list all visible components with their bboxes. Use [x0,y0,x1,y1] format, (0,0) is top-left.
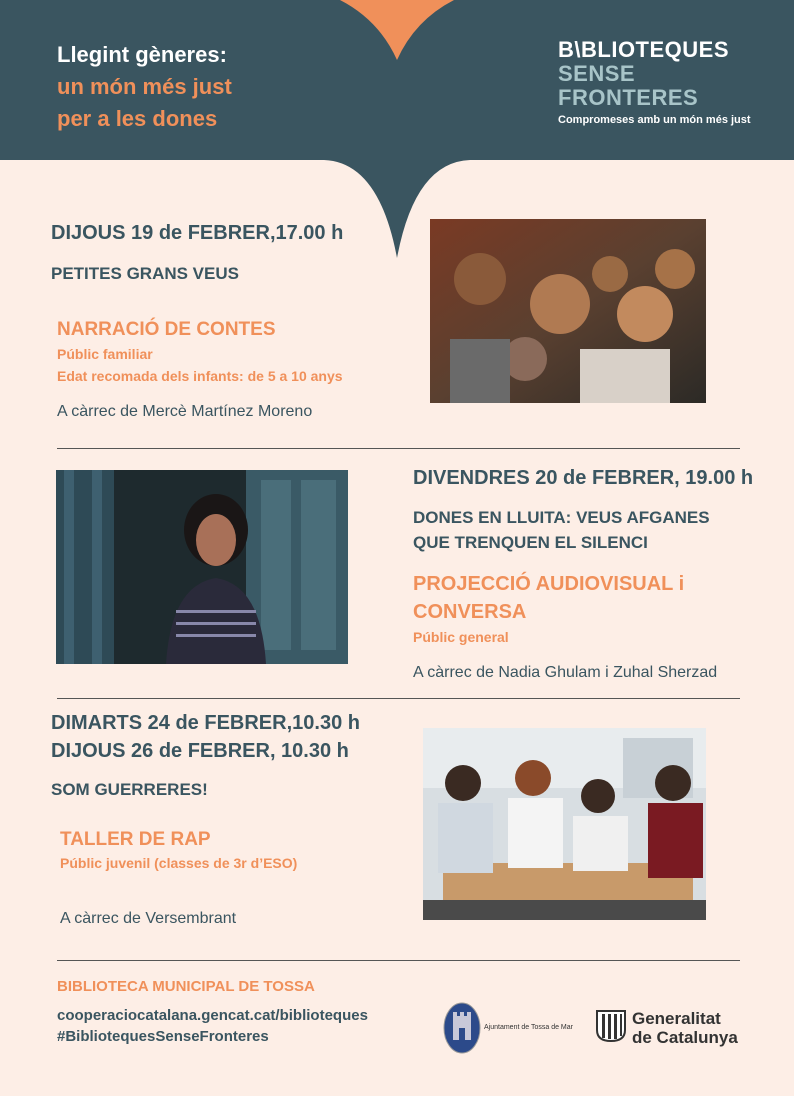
generalitat-line2: de Catalunya [632,1028,738,1047]
event2-audience-line1: Públic general [413,629,509,645]
event2-activity-line2: CONVERSA [413,601,527,623]
event2-subtitle-line1: DONES EN LLUITA: VEUS AFGANES [413,508,710,527]
logo-line2: SENSE [558,61,636,86]
event2-activity-line1: PROJECCIÓ AUDIOVISUAL i [413,573,685,595]
generalitat-emblem-icon [596,1010,626,1042]
footer-hashtag: #BibliotequesSenseFronteres [57,1028,269,1045]
footer-link[interactable]: cooperaciocatalana.gencat.cat/biblioteques [57,1007,368,1024]
students-at-table-photo [423,728,706,920]
tossa-coat-of-arms-icon [443,1002,481,1054]
footer-organization: BIBLIOTECA MUNICIPAL DE TOSSA [57,978,315,995]
event2-byline: A càrrec de Nadia Ghulam i Zuhal Sherzad [413,664,718,681]
divider-1 [57,448,740,449]
logo-line1: B\BLIOTEQUES [558,37,730,62]
bsf-logo [558,38,758,126]
logo-tagline: Compromeses amb un món més just [558,114,751,126]
header-title-line1: Llegint gèneres: [57,42,227,67]
generalitat-line1: Generalitat [632,1009,721,1028]
event1-audience-line2: Edat recomada dels infants: de 5 a 10 anys [57,368,343,384]
event2-date: DIVENDRES 20 de FEBRER, 19.00 h [413,467,754,489]
event2-subtitle-line2: QUE TRENQUEN EL SILENCI [413,533,648,552]
event3-activity: TALLER DE RAP [60,829,211,850]
event1-audience-line1: Públic familiar [57,346,153,362]
event3-subtitle: SOM GUERRERES! [51,780,208,799]
woman-in-doorway-photo [56,470,348,664]
event3-date-line2: DIJOUS 26 de FEBRER, 10.30 h [51,740,349,762]
header-title-line3: per a les dones [57,106,218,131]
generalitat-logo-text [632,1009,738,1047]
divider-3 [57,960,740,961]
event1-activity: NARRACIÓ DE CONTES [57,319,276,340]
children-smiling-photo [430,219,706,403]
event3-date-line1: DIMARTS 24 de FEBRER,10.30 h [51,712,360,734]
event1-subtitle: PETITES GRANS VEUS [51,264,239,283]
ajuntament-label: Ajuntament de Tossa de Mar [484,1024,573,1031]
event3-audience-line1: Públic juvenil (classes de 3r d’ESO) [60,855,298,871]
header-title-line2: un món més just [57,74,232,99]
event3-byline: A càrrec de Versembrant [60,910,237,927]
divider-2 [57,698,740,699]
event1-byline: A càrrec de Mercè Martínez Moreno [57,403,313,420]
logo-line3: FRONTERES [558,85,699,110]
event1-date: DIJOUS 19 de FEBRER,17.00 h [51,222,344,244]
